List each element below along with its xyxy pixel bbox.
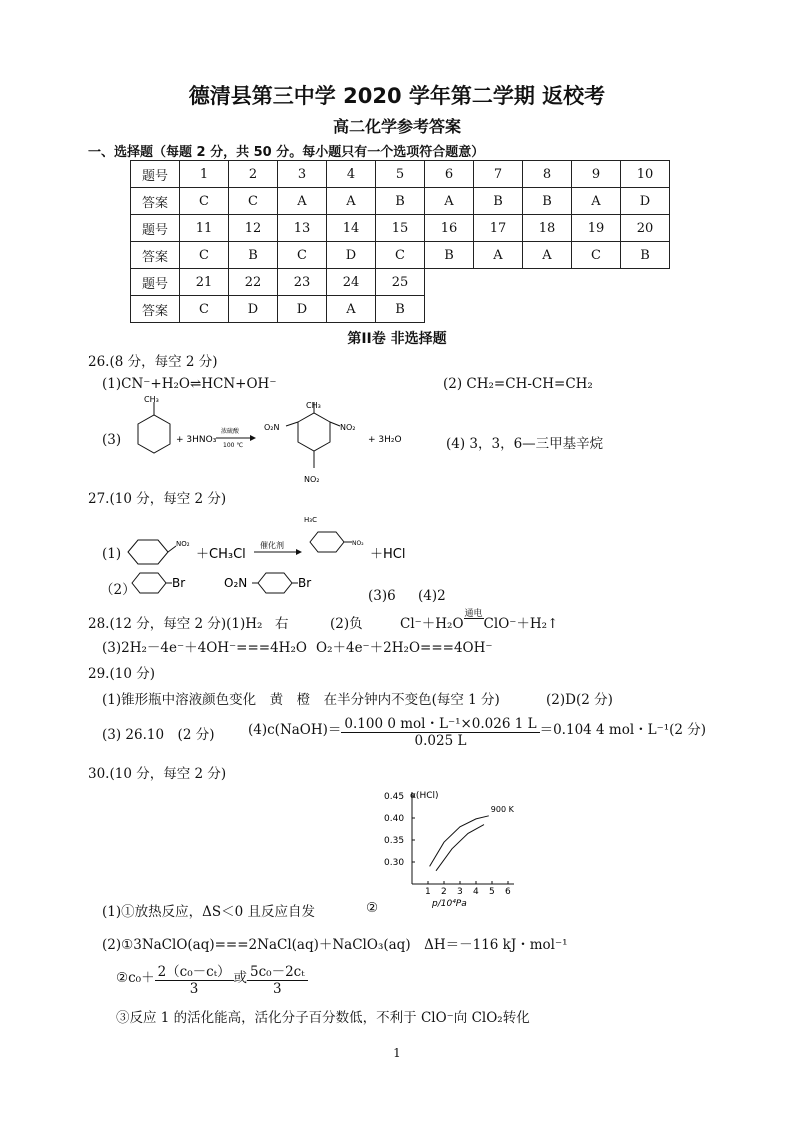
- y-tick-label: 0.30: [384, 858, 405, 868]
- table-cell: B: [523, 188, 572, 215]
- table-cell: 20: [621, 215, 670, 242]
- row-label: 答案: [131, 296, 180, 323]
- document-subtitle: 高二化学参考答案: [332, 117, 461, 136]
- table-cell: D: [278, 296, 327, 323]
- table-cell: 2: [229, 161, 278, 188]
- formula-fraction: [341, 712, 539, 749]
- tnt-no2-right: NO₂: [340, 423, 356, 432]
- q28-answer-2: (2)负: [330, 616, 363, 632]
- x-tick-label: 1: [425, 887, 431, 897]
- table-cell: C: [180, 296, 229, 323]
- x-tick-label: 3: [457, 887, 463, 897]
- bromo-structures-diagram: [128, 568, 378, 598]
- table-cell: A: [572, 188, 621, 215]
- row-label: 题号: [131, 161, 180, 188]
- q30-answer-1b: ②: [366, 900, 379, 916]
- reagent-label: + 3HNO₃: [176, 435, 217, 445]
- table-cell: 1: [180, 161, 229, 188]
- q26-heading: 26.(8 分，每空 2 分): [88, 354, 218, 370]
- table-cell: 19: [572, 215, 621, 242]
- q27-answer-4: (4)2: [418, 588, 446, 604]
- q28-equation: [400, 609, 559, 632]
- q28-answer-1b: 右: [275, 616, 289, 632]
- q30-answer-1: (1)①放热反应，ΔS＜0 且反应自发: [102, 904, 316, 920]
- q28-answer-3b: O₂＋4e⁻＋2H₂O===4OH⁻: [316, 640, 493, 656]
- q26-answer-4: (4) 3，3，6—三甲基辛烷: [446, 436, 604, 452]
- table-cell: 14: [327, 215, 376, 242]
- x-tick-label: 4: [473, 887, 479, 897]
- product-ring-icon: [310, 532, 344, 552]
- table-cell: D: [327, 242, 376, 269]
- document-title: 德清县第三中学 2020 学年第二学期 返校考: [188, 84, 606, 108]
- answer-table: [130, 160, 670, 323]
- x-tick-label: 2: [441, 887, 447, 897]
- q29-answer-3: (3) 26.10 (2 分): [102, 727, 215, 743]
- product-water: + 3H₂O: [368, 435, 402, 445]
- series-line-2: [436, 825, 484, 871]
- q29-heading: 29.(10 分): [88, 666, 155, 682]
- q30-answer-2: (2)①3NaClO(aq)===2NaCl(aq)＋NaClO₃(aq) ΔH＝－116 kJ・mol⁻¹: [102, 937, 568, 953]
- table-cell: 7: [474, 161, 523, 188]
- product-hcl: ＋HCl: [370, 547, 406, 562]
- condition-top: 浓硫酸: [221, 428, 240, 435]
- table-row: [131, 188, 670, 215]
- q27-answer-1-label: (1): [102, 546, 122, 562]
- table-cell: C: [180, 242, 229, 269]
- series-line-1: [430, 816, 489, 867]
- expr-fraction-1: [155, 960, 234, 997]
- expr-or: 或: [233, 970, 248, 986]
- product-h3c-label: H₃C: [304, 516, 317, 524]
- series-label: 900 K: [490, 804, 514, 814]
- table-cell: C: [180, 188, 229, 215]
- q26-answer-1: (1)CN⁻+H₂O⇌HCN+OH⁻: [102, 376, 277, 392]
- y-tick-label: 0.35: [384, 836, 405, 846]
- table-cell: 22: [229, 269, 278, 296]
- table-cell: 21: [180, 269, 229, 296]
- reactant-no2-label: NO₂: [176, 540, 190, 548]
- fraction-denominator: 3: [189, 981, 199, 997]
- product-no2-label: NO₂: [352, 540, 364, 547]
- tnt-ring-icon: [298, 413, 330, 451]
- table-cell: A: [474, 242, 523, 269]
- table-cell: 17: [474, 215, 523, 242]
- table-cell: A: [523, 242, 572, 269]
- fraction-numerator: 0.100 0 mol・L⁻¹×0.026 1 L: [341, 712, 539, 733]
- q27-answer-3: (3)6: [368, 588, 396, 604]
- table-cell: 15: [376, 215, 425, 242]
- table-cell: B: [425, 242, 474, 269]
- q27-heading: 27.(10 分，每空 2 分): [88, 491, 227, 507]
- row-label: 答案: [131, 188, 180, 215]
- bromobenzene-ring-icon: [132, 573, 166, 593]
- table-cell: C: [278, 242, 327, 269]
- nitration-reaction-diagram: [118, 396, 438, 488]
- q26-answer-2: (2) CH₂=CH-CH=CH₂: [443, 376, 593, 392]
- q29-answer-4: [248, 712, 706, 749]
- table-cell: 5: [376, 161, 425, 188]
- table-row: [131, 161, 670, 188]
- table-cell: 11: [180, 215, 229, 242]
- table-cell: B: [376, 296, 425, 323]
- formula-prefix: (4)c(NaOH)＝: [248, 722, 342, 738]
- table-cell: 12: [229, 215, 278, 242]
- table-cell: A: [278, 188, 327, 215]
- fraction-denominator: 3: [273, 981, 282, 997]
- q26-answer-3-label: (3): [102, 432, 122, 448]
- tnt-o2n-label: O₂N: [264, 423, 280, 432]
- table-row: [131, 269, 670, 296]
- table-cell: 13: [278, 215, 327, 242]
- nitrobromobenzene-ring-icon: [258, 573, 292, 593]
- toluene-ch3-label: CH₃: [144, 396, 159, 404]
- section2-heading: 第II卷 非选择题: [347, 331, 447, 347]
- row-label: 题号: [131, 215, 180, 242]
- table-cell: 25: [376, 269, 425, 296]
- table-cell: A: [327, 188, 376, 215]
- equation-left: Cl⁻＋H₂O: [400, 616, 464, 632]
- alpha-hcl-chart: [370, 780, 520, 918]
- x-axis-label: p/10⁴Pa: [432, 899, 467, 909]
- x-tick-label: 6: [505, 887, 511, 897]
- nitrobromobenzene-o2n-label: O₂N: [224, 576, 248, 590]
- table-cell: B: [474, 188, 523, 215]
- fraction-denominator: 0.025 L: [414, 733, 467, 749]
- expr-prefix: ②c₀＋: [116, 970, 155, 986]
- empty-cell: [425, 269, 670, 296]
- table-cell: 18: [523, 215, 572, 242]
- table-cell: B: [376, 188, 425, 215]
- y-axis-label: α(HCl): [410, 791, 439, 801]
- q28-answer-3a: (3)2H₂－4e⁻＋4OH⁻===4H₂O: [102, 640, 307, 656]
- empty-cell: [425, 296, 670, 323]
- table-cell: C: [376, 242, 425, 269]
- tnt-ch3-label: CH₃: [306, 401, 321, 410]
- equation-right: ClO⁻＋H₂↑: [483, 616, 559, 632]
- condition-bottom: 100 ℃: [223, 442, 244, 449]
- table-cell: B: [621, 242, 670, 269]
- q29-answer-1: (1)锥形瓶中溶液颜色变化 黄 橙 在半分钟内不变色(每空 1 分): [102, 692, 500, 708]
- table-cell: 8: [523, 161, 572, 188]
- table-cell: C: [572, 242, 621, 269]
- row-label: 答案: [131, 242, 180, 269]
- table-cell: 9: [572, 161, 621, 188]
- page-number: 1: [393, 1046, 401, 1060]
- y-tick-label: 0.45: [384, 792, 405, 802]
- q29-answer-2: (2)D(2 分): [546, 692, 613, 708]
- benzene-ring-icon: [128, 540, 168, 564]
- nitrobromobenzene-br-label: Br: [298, 576, 312, 590]
- table-cell: 16: [425, 215, 474, 242]
- expr-fraction-2: [247, 960, 308, 997]
- reagent-ch3cl: ＋CH₃Cl: [196, 547, 246, 562]
- table-cell: A: [327, 296, 376, 323]
- formula-suffix: ＝0.104 4 mol・L⁻¹(2 分): [539, 722, 707, 738]
- table-row: [131, 242, 670, 269]
- table-cell: B: [229, 242, 278, 269]
- table-cell: 6: [425, 161, 474, 188]
- table-cell: D: [229, 296, 278, 323]
- section1-heading: 一、选择题（每题 2 分，共 50 分。每小题只有一个选项符合题意）: [88, 145, 485, 160]
- toluene-ring-icon: [138, 415, 170, 453]
- table-cell: 23: [278, 269, 327, 296]
- q28-heading: 28.(12 分，每空 2 分)(1)H₂: [88, 616, 263, 632]
- x-tick-label: 5: [489, 887, 495, 897]
- bromobenzene-br-label: Br: [172, 576, 186, 590]
- table-cell: 24: [327, 269, 376, 296]
- table-cell: 10: [621, 161, 670, 188]
- q30-answer-3: ③反应 1 的活化能高，活化分子百分数低，不利于 ClO⁻向 ClO₂转化: [116, 1010, 530, 1026]
- row-label: 题号: [131, 269, 180, 296]
- table-row: [131, 296, 670, 323]
- electrolysis-condition: 通电: [464, 609, 483, 619]
- tnt-no2-bottom: NO₂: [304, 475, 320, 484]
- q27-answer-2-label: （2）: [100, 582, 136, 598]
- q30-answer-2b: [116, 960, 308, 997]
- table-cell: 4: [327, 161, 376, 188]
- table-cell: D: [621, 188, 670, 215]
- q30-heading: 30.(10 分，每空 2 分): [88, 766, 227, 782]
- fraction-numerator: 5c₀－2cₜ: [247, 960, 308, 981]
- table-cell: A: [425, 188, 474, 215]
- y-tick-label: 0.40: [384, 814, 405, 824]
- table-cell: C: [229, 188, 278, 215]
- catalyst-label: 催化剂: [260, 541, 284, 550]
- table-row: [131, 215, 670, 242]
- fraction-numerator: 2（c₀－cₜ）: [155, 960, 234, 981]
- table-cell: 3: [278, 161, 327, 188]
